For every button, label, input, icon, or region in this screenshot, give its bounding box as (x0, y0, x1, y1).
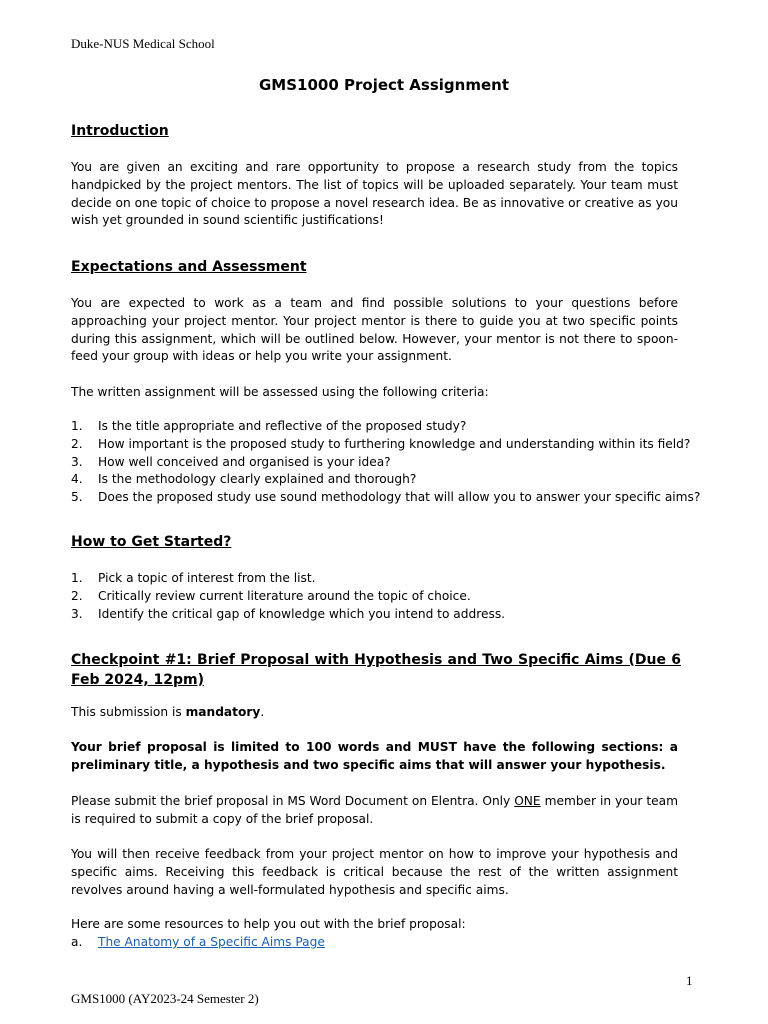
resources-list (71, 934, 691, 952)
page-number: 1 (686, 973, 693, 988)
list-text: Pick a topic of interest from the list. (98, 571, 316, 585)
mandatory-emphasis: mandatory (185, 705, 261, 719)
list-item (71, 471, 691, 489)
introduction-paragraph: You are given an exciting and rare opportunity to propose a research study from the topics handpicked by the project mentors. The list of topics will be uploaded separately. Your team must decide on one topic of choice to propose a novel research idea. Be as innovative or creative as you wish yet grounded in sound scientific justifications! (71, 160, 678, 228)
criteria-list (71, 418, 701, 507)
list-number: 1. (71, 419, 83, 433)
document-title: GMS1000 Project Assignment (259, 76, 509, 94)
mandatory-note (71, 704, 678, 722)
steps-list (71, 570, 691, 623)
list-text: Is the title appropriate and reflective of the proposed study? (98, 419, 467, 433)
page-footer: GMS1000 (AY2023-24 Semester 2) (71, 991, 259, 1006)
list-item (71, 489, 701, 507)
submission-paragraph (71, 793, 678, 829)
mandatory-suffix: . (260, 705, 265, 719)
list-item (71, 454, 691, 472)
submission-suffix: member in your team is required to submit a copy of the brief proposal. (71, 794, 678, 826)
get-started-heading: How to Get Started? (71, 534, 232, 550)
feedback-paragraph: You will then receive feedback from your project mentor on how to improve your hypothesis and specific aims. Receiving this feedback is critical because the rest of the written assignment revolves around having a well-formulated hypothesis and specific aims. (71, 847, 678, 897)
submission-prefix: Please submit the brief proposal in MS Word Document on Elentra. Only (71, 794, 515, 808)
list-item (71, 418, 691, 436)
resources-intro: Here are some resources to help you out with the brief proposal: (71, 917, 466, 931)
criteria-intro: The written assignment will be assessed using the following criteria: (71, 385, 489, 399)
checkpoint-heading: Checkpoint #1: Brief Proposal with Hypothesis and Two Specific Aims (Due 6 Feb 2024, 12pm) (71, 652, 681, 688)
list-number: 4. (71, 472, 83, 487)
list-number: 2. (71, 436, 83, 451)
submission-emphasis: ONE (514, 794, 541, 808)
list-item (71, 436, 691, 454)
specific-aims-link[interactable]: The Anatomy of a Specific Aims Page (98, 935, 325, 949)
expectations-heading: Expectations and Assessment (71, 259, 307, 275)
list-number: 5. (71, 490, 83, 505)
list-number: 3. (71, 454, 83, 469)
list-text: Is the methodology clearly explained and thorough? (98, 472, 417, 487)
list-letter: a. (71, 935, 83, 949)
list-text: How well conceived and organised is your idea? (98, 454, 391, 469)
list-number: 3. (71, 606, 83, 621)
list-item (71, 606, 691, 624)
word-limit-paragraph: Your brief proposal is limited to 100 words and MUST have the following sections: a preliminary title, a hypothesis and two specific aims that will answer your hypothesis. (71, 740, 678, 772)
list-item (71, 588, 691, 606)
list-item (71, 934, 691, 952)
list-text: How important is the proposed study to furthering knowledge and understanding within its field? (98, 436, 691, 451)
page-header: Duke-NUS Medical School (71, 36, 215, 51)
list-item (71, 570, 691, 588)
list-text: Critically review current literature around the topic of choice. (98, 588, 471, 603)
list-number: 1. (71, 571, 83, 585)
expectations-paragraph: You are expected to work as a team and find possible solutions to your questions before approaching your project mentor. Your project mentor is there to guide you at two specific points during this assignment, which will be outlined below. However, your mentor is not there to spoon-feed your group with ideas or help you write your assignment. (71, 296, 678, 364)
list-number: 2. (71, 588, 83, 603)
list-text: Identify the critical gap of knowledge which you intend to address. (98, 606, 506, 621)
list-text: Does the proposed study use sound methodology that will allow you to answer your specific aims? (98, 490, 701, 505)
introduction-heading: Introduction (71, 123, 169, 139)
mandatory-prefix: This submission is (71, 705, 186, 719)
